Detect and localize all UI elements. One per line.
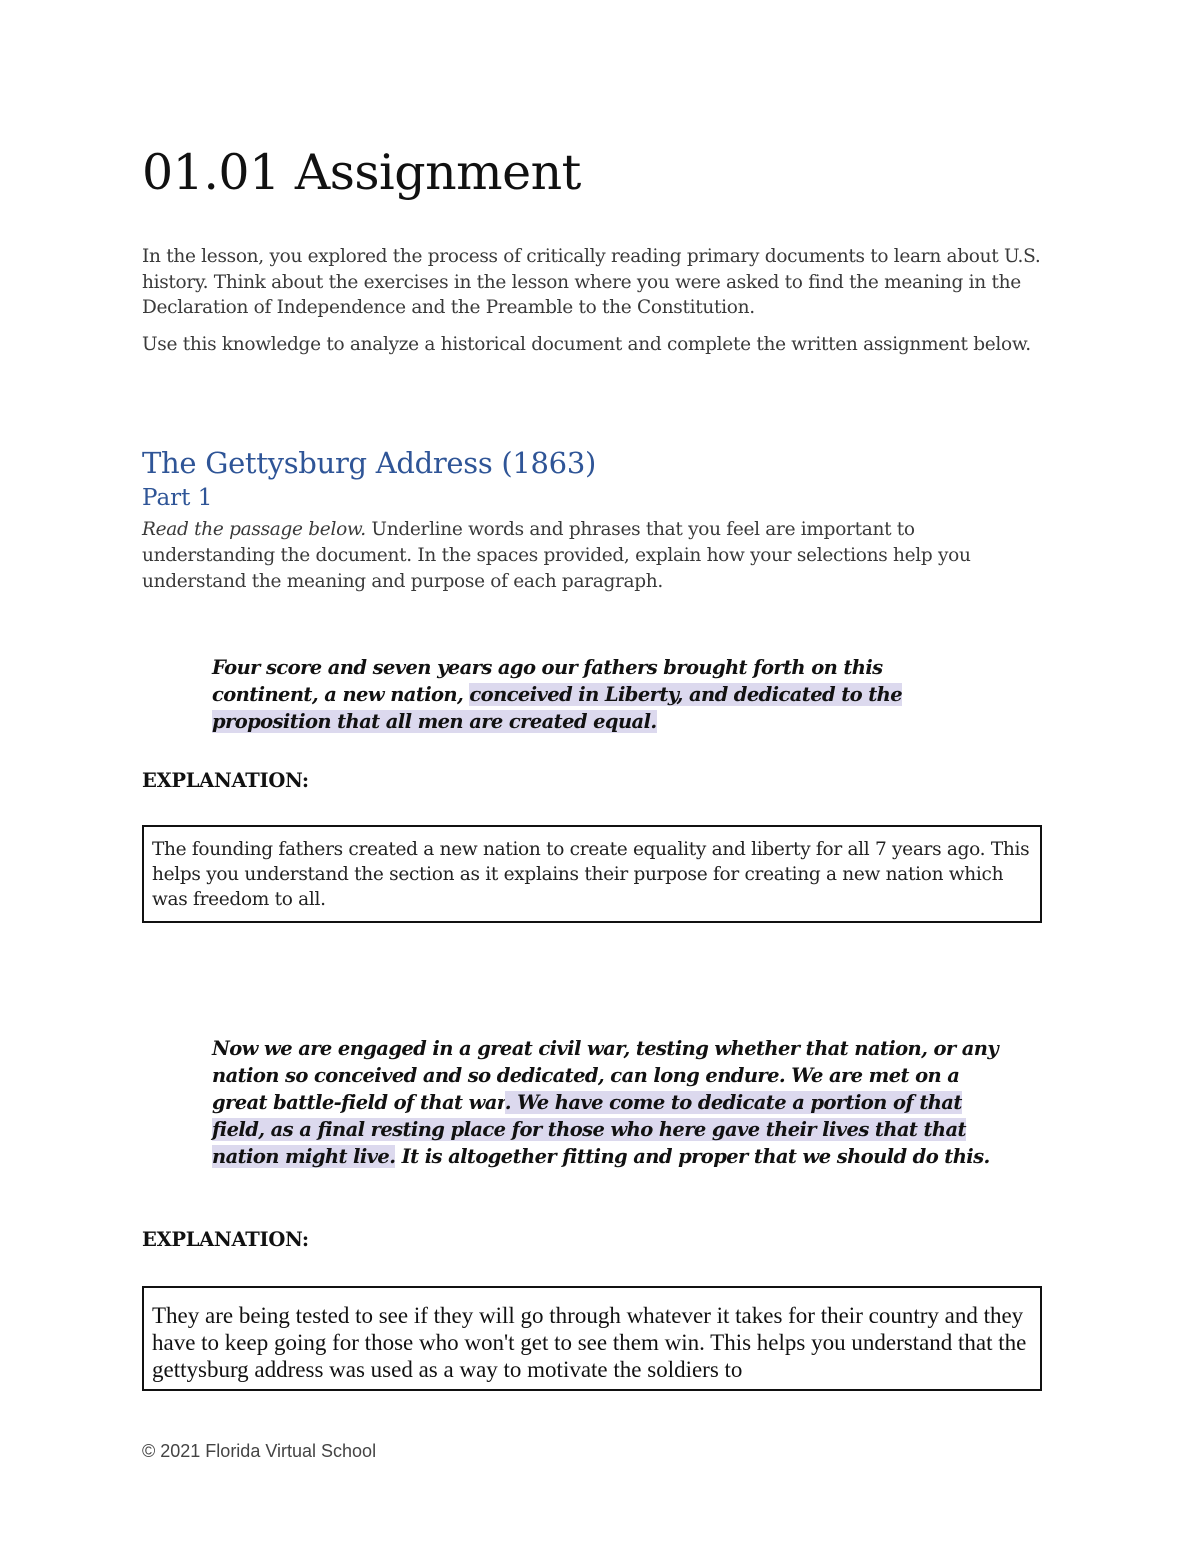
part-title: Part 1 [142,485,213,511]
passage-1-highlight: conceived in Liberty, and dedicated to the proposition that all men are created equal. [212,683,903,733]
answer-box-2[interactable]: They are being tested to see if they will go through whatever it takes for their country and they have to keep going for those who won't get to see them win. This helps you understand that the gettysburg address was used as a way to motivate the soldiers to [142,1286,1042,1391]
passage-2-highlight: . We have come to dedicate a portion of that field, as a final resting place for those who here gave their lives that that nation might live. [212,1091,966,1168]
passage-2 [212,1035,1002,1170]
instructions-italic: Read the passage below. [142,519,366,540]
instructions [142,517,1042,595]
section-title: The Gettysburg Address (1863) [142,446,596,480]
page-title: 01.01 Assignment [142,144,581,201]
intro-paragraph-1: In the lesson, you explored the process of critically reading primary documents to learn about U.S. history. Think about the exercises in the lesson where you were asked to find the meaning in the Declaration of Independence and the Preamble to the Constitution. [142,246,1041,318]
passage-2-text-start: Now we are engaged in a great civil war, testing whether that nation, or any nation so conceived and so dedicated, can long endure. We are met on a great battle-field of that war [212,1037,999,1114]
answer-box-1[interactable]: The founding fathers created a new nation to create equality and liberty for all 7 years ago. This helps you understand the section as it explains their purpose for creating a new nation which was freedom to all. [142,825,1042,923]
explanation-label-1: EXPLANATION: [142,769,309,792]
passage-1 [212,654,932,735]
copyright-footer: © 2021 Florida Virtual School [142,1441,377,1461]
intro-paragraph-2: Use this knowledge to analyze a historical document and complete the written assignment below. [142,334,1031,355]
explanation-label-2: EXPLANATION: [142,1228,309,1251]
passage-2-text-end: It is altogether fitting and proper that we should do this. [395,1145,990,1168]
passage-1-text: Four score and seven years ago our fathers brought forth on this continent, a new nation, [212,656,883,706]
instructions-text: Underline words and phrases that you feel are important to understanding the document. In the spaces provided, explain how your selections help you understand the meaning and purpose of each paragraph. [142,519,971,592]
